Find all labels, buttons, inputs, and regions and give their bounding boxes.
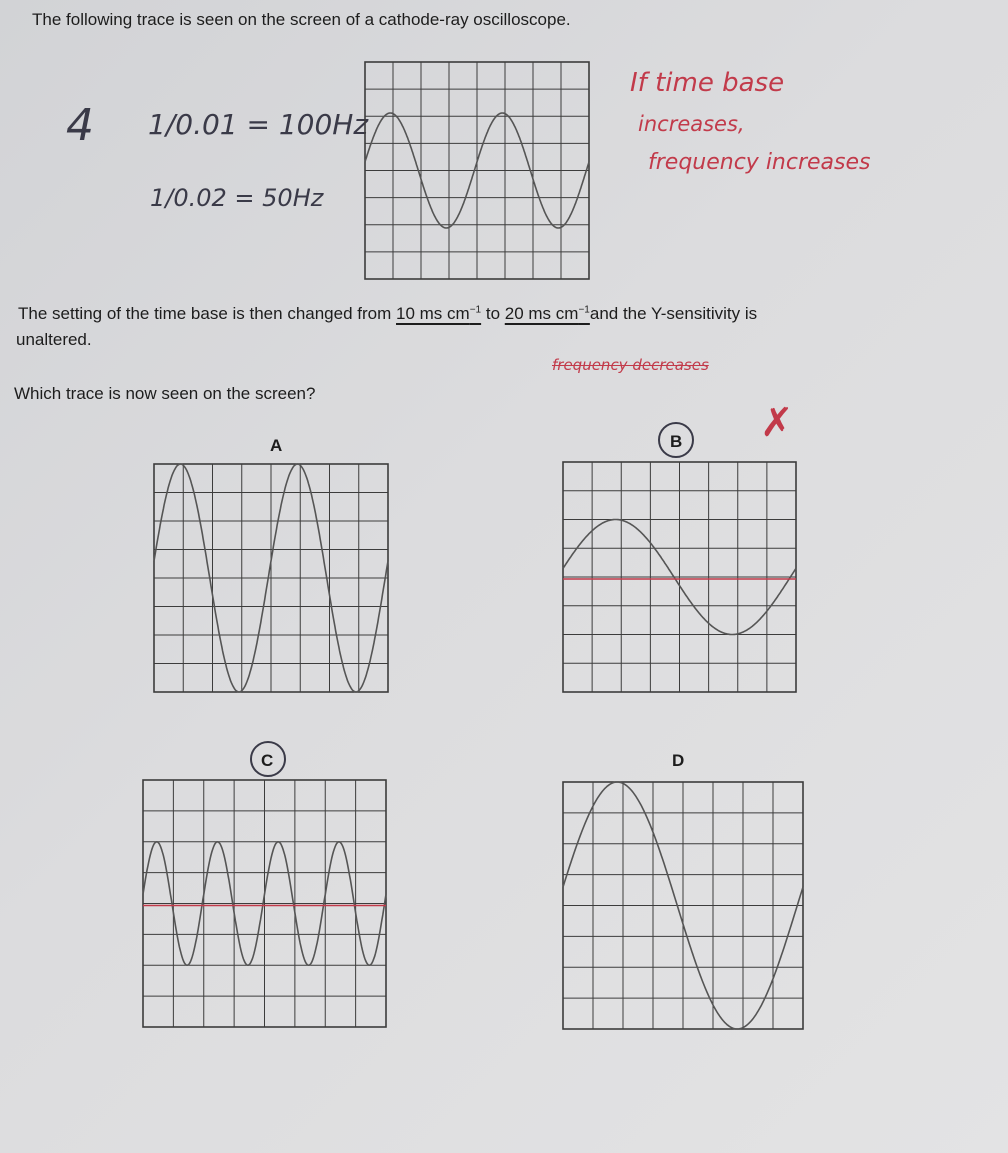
crossed-note: frequency decreases: [552, 356, 709, 374]
option-b-label: B: [670, 432, 683, 451]
setting-line-2: unaltered.: [16, 330, 92, 349]
calc-2: 1/0.02 = 50Hz: [150, 184, 324, 212]
option-c-circle: [251, 742, 285, 776]
from-value: 10 ms $cm^{-1}$: [396, 304, 482, 323]
option-b-circle: [659, 423, 693, 457]
calc-1: 1/0.01 = 100Hz: [148, 108, 369, 141]
intro-text: The following trace is seen on the screen of a cathode-ray oscilloscope.: [32, 10, 571, 29]
setting-part2: and the Y-sensitivity is: [589, 304, 758, 323]
option-a-label: A: [270, 436, 283, 455]
to-value: 20 ms $cm^{-1}$: [504, 304, 590, 323]
note-line-1: If time base: [630, 68, 785, 98]
option-d-label: D: [672, 751, 685, 770]
wrong-mark: ✗: [760, 400, 794, 446]
to-word: to: [485, 304, 501, 323]
option-c-label: C: [261, 751, 274, 770]
prompt-text: Which trace is now seen on the screen?: [14, 384, 316, 403]
question-number: 4: [66, 100, 94, 151]
note-line-2: increases,: [638, 112, 745, 136]
setting-part1: The setting of the time base is then changed from: [18, 304, 392, 323]
note-line-3: frequency increases: [648, 150, 871, 175]
